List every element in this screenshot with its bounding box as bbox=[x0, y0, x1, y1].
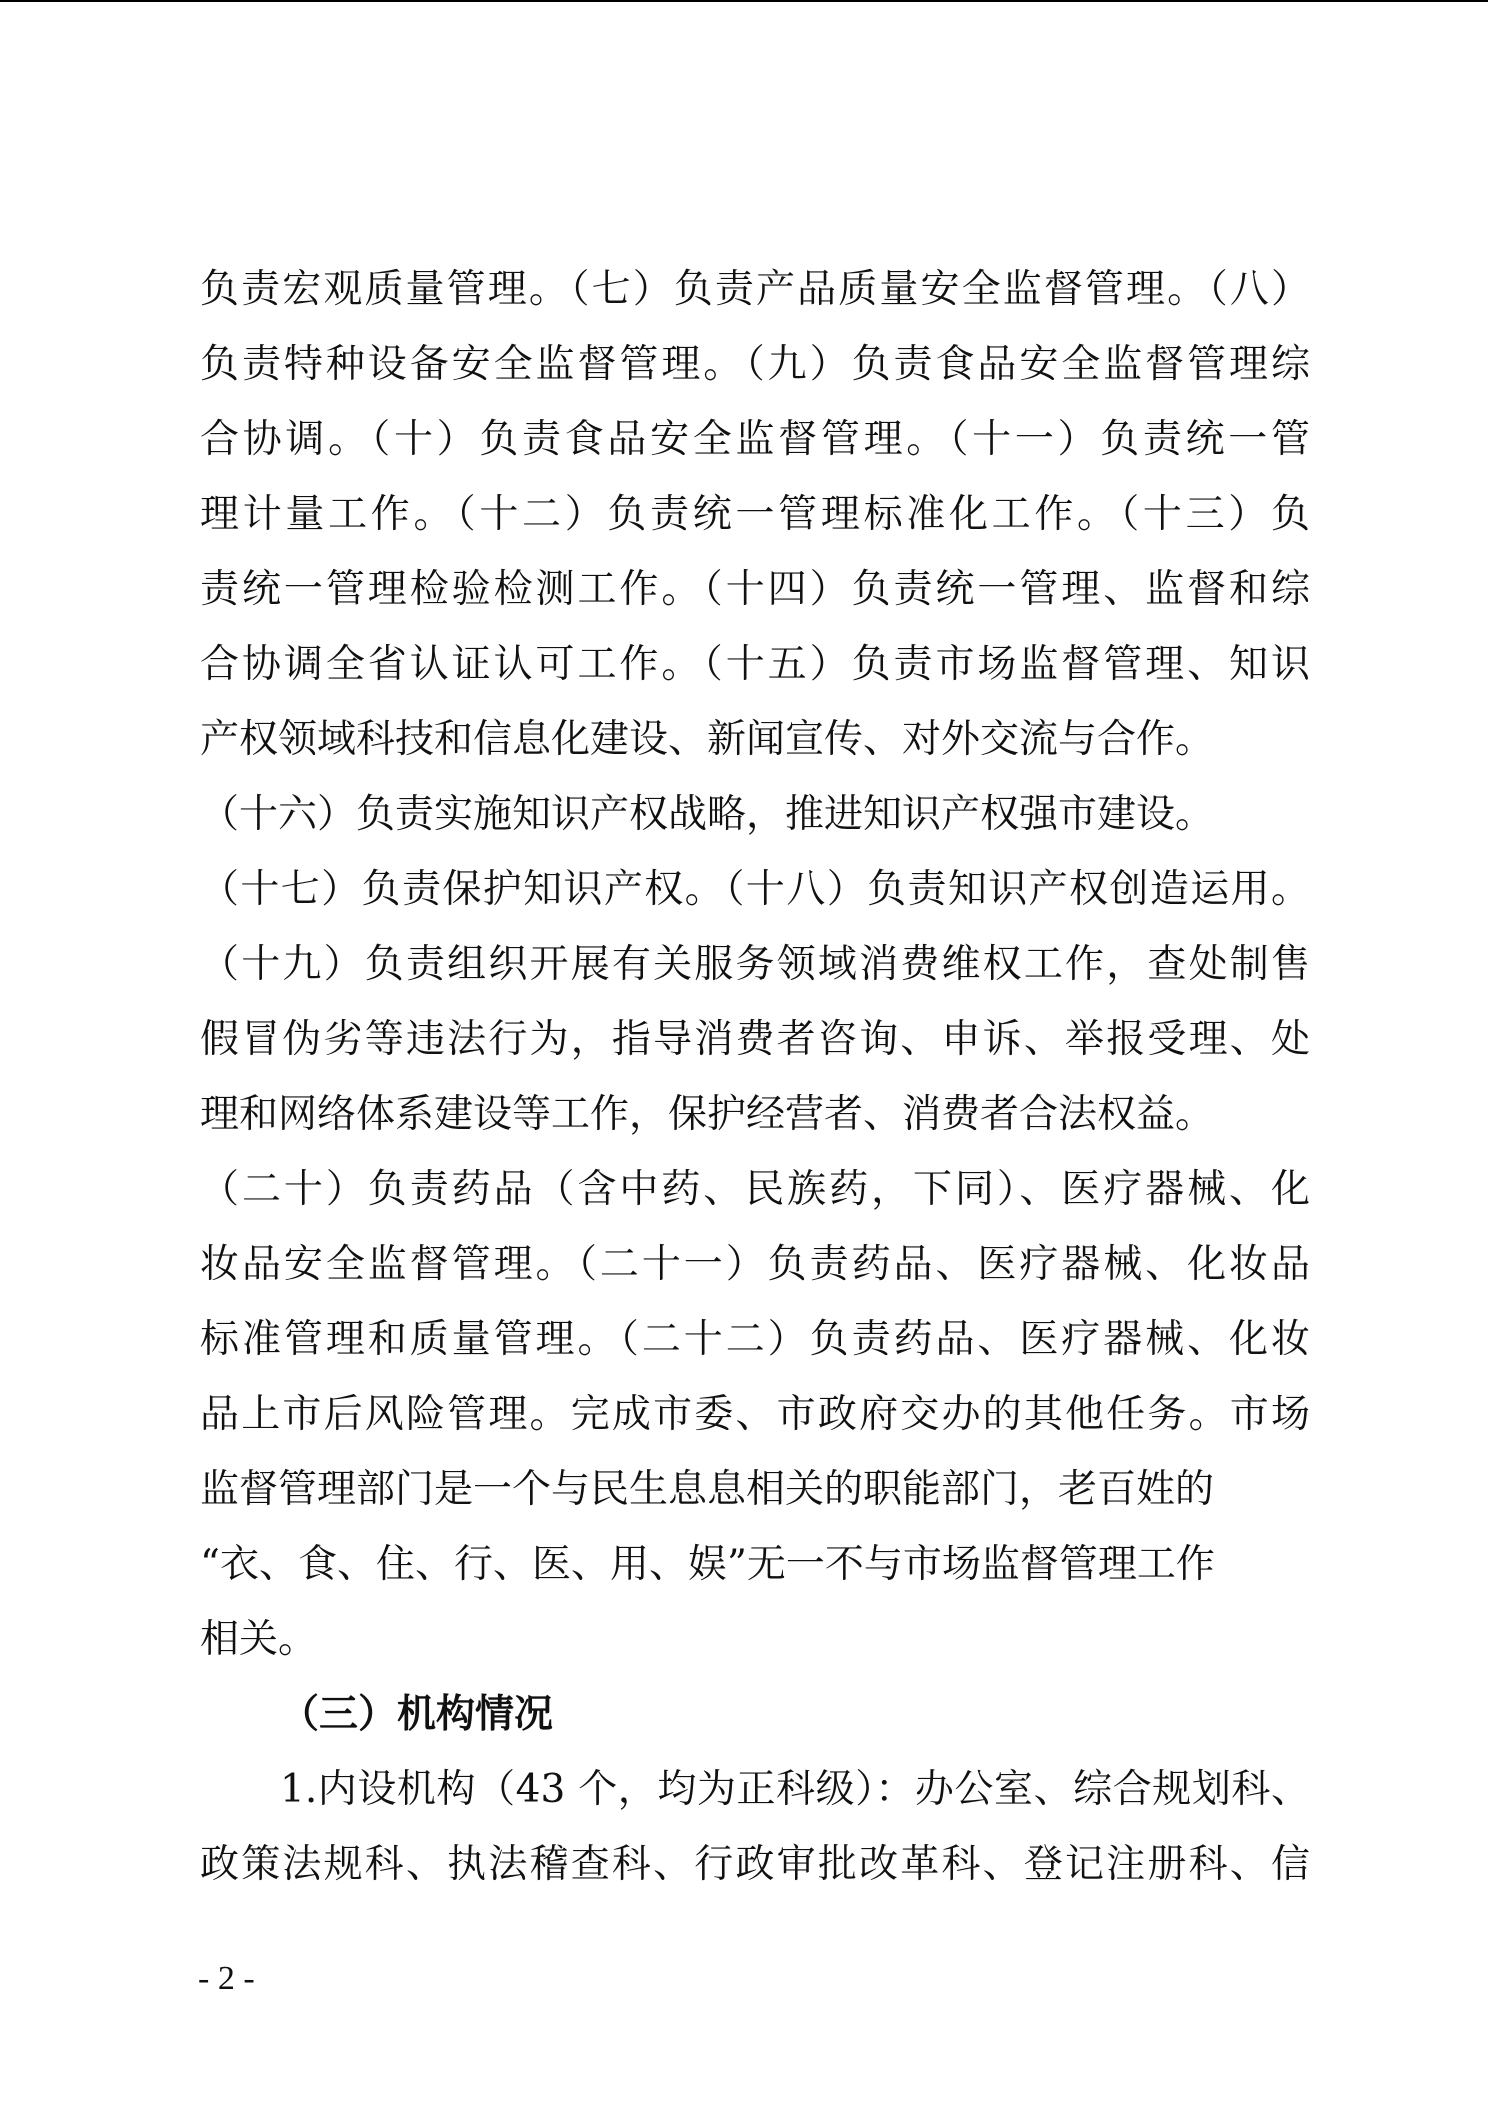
body-text-line: 负责宏观质量管理。（七）负责产品质量安全监督管理。（八） bbox=[200, 267, 1310, 312]
subsection-text-line: 1.内设机构（43 个，均为正科级）：办公室、综合规划科、 bbox=[280, 1767, 1310, 1812]
page-number: - 2 - bbox=[198, 1960, 255, 1997]
body-text-line: 假冒伪劣等违法行为，指导消费者咨询、申诉、举报受理、处 bbox=[200, 1017, 1310, 1062]
body-text-line: 理和网络体系建设等工作，保护经营者、消费者合法权益。 bbox=[200, 1092, 1215, 1137]
body-text-line: 理计量工作。（十二）负责统一管理标准化工作。（十三）负 bbox=[200, 492, 1310, 537]
body-text-line: 标准管理和质量管理。（二十二）负责药品、医疗器械、化妆 bbox=[200, 1317, 1310, 1362]
subsection-text-line: 政策法规科、执法稽查科、行政审批改革科、登记注册科、信 bbox=[200, 1842, 1310, 1887]
body-text-line: 责统一管理检验检测工作。（十四）负责统一管理、监督和综 bbox=[200, 567, 1310, 612]
section-heading: （三）机构情况 bbox=[280, 1692, 554, 1737]
body-text-line: （十九）负责组织开展有关服务领域消费维权工作，查处制售 bbox=[200, 942, 1310, 987]
body-text-line: 合协调全省认证认可工作。（十五）负责市场监督管理、知识 bbox=[200, 642, 1310, 687]
body-text-line: 相关。 bbox=[200, 1617, 318, 1662]
body-text-line: （十六）负责实施知识产权战略，推进知识产权强市建设。 bbox=[200, 792, 1215, 837]
body-text-line: 产权领域科技和信息化建设、新闻宣传、对外交流与合作。 bbox=[200, 717, 1215, 762]
body-text-line: 监督管理部门是一个与民生息息相关的职能部门，老百姓的 bbox=[200, 1467, 1215, 1512]
body-text-line: （十七）负责保护知识产权。（十八）负责知识产权创造运用。 bbox=[200, 867, 1310, 912]
body-text-line: “衣、食、住、行、医、用、娱”无一不与市场监督管理工作 bbox=[200, 1542, 1215, 1587]
body-text-line: （二十）负责药品（含中药、民族药，下同）、医疗器械、化 bbox=[200, 1167, 1310, 1212]
body-text-line: 合协调。（十）负责食品安全监督管理。（十一）负责统一管 bbox=[200, 417, 1310, 462]
body-text-line: 品上市后风险管理。完成市委、市政府交办的其他任务。市场 bbox=[200, 1392, 1310, 1437]
body-text-line: 妆品安全监督管理。（二十一）负责药品、医疗器械、化妆品 bbox=[200, 1242, 1310, 1287]
body-text-line: 负责特种设备安全监督管理。（九）负责食品安全监督管理综 bbox=[200, 342, 1310, 387]
